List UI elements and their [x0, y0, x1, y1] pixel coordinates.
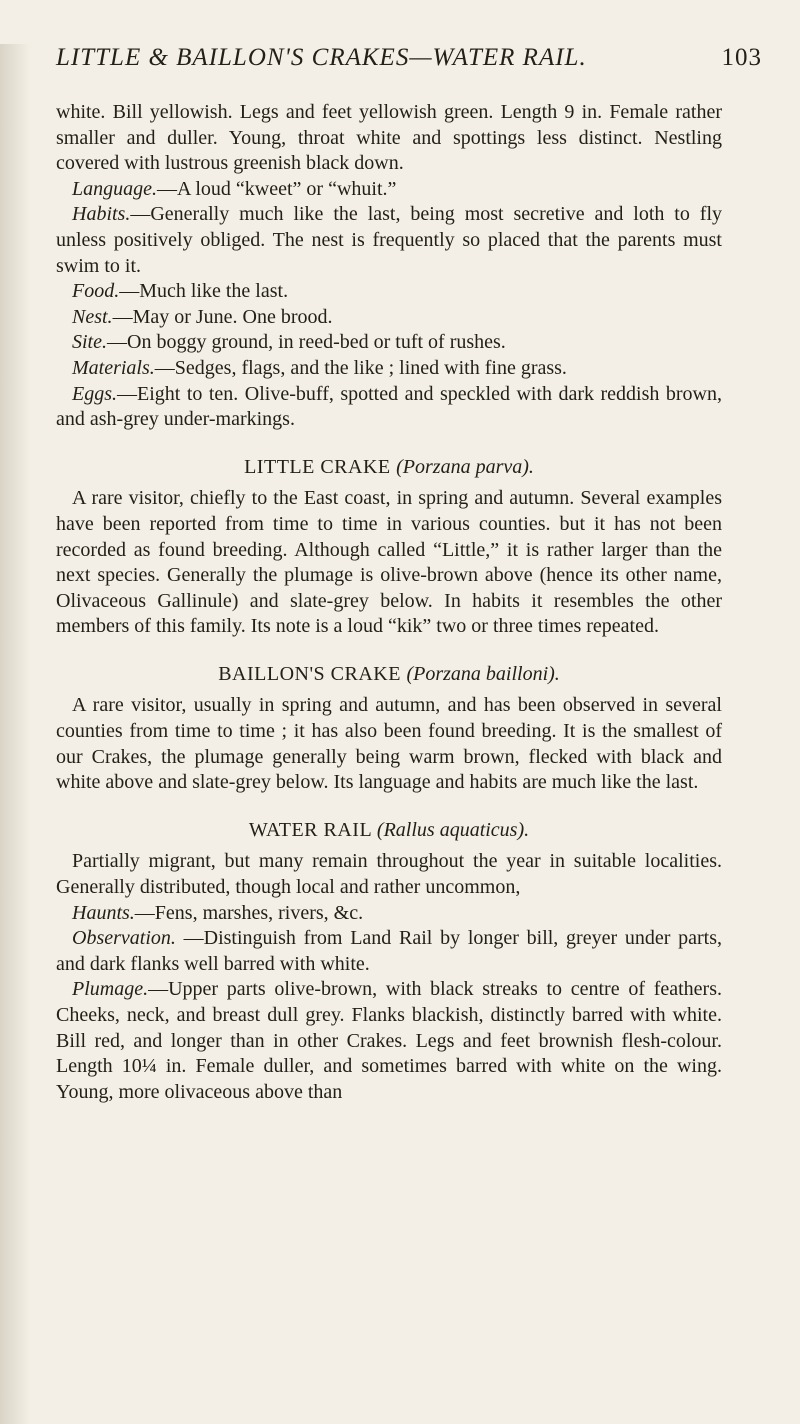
heading-latin-name: (Rallus aquaticus). [376, 818, 530, 841]
entry-text: —Much like the last. [119, 280, 289, 303]
entry-plumage [56, 977, 722, 1105]
entry-food [56, 279, 722, 305]
entry-label: Observation. [72, 927, 176, 950]
entry-observation [56, 926, 722, 977]
entry-label: Eggs. [72, 382, 117, 405]
heading-latin-name: (Porzana parva). [396, 455, 534, 478]
entry-text: —Eight to ten. Olive-buff, spotted and speckled with dark reddish brown, and ash-grey under-markings. [56, 382, 722, 431]
entry-text: —Upper parts olive-brown, with black streaks to centre of feathers. Cheeks, neck, and breast dull grey. Flanks blackish, distinctly barred with white. Bill red, and longer than in other Crakes. Legs and feet brownish flesh-colour. Length 10¼ in. Female duller, and sometimes barred with white on the wing. Young, more olivaceous above than [56, 978, 722, 1103]
book-page [0, 44, 800, 1424]
water-rail-paragraph: Partially migrant, but many remain throughout the year in suitable localities. Generally distributed, though local and rather uncommon, [56, 850, 722, 899]
entry-label: Habits. [72, 203, 131, 226]
running-head [56, 44, 762, 84]
running-title: LITTLE & BAILLON'S CRAKES—WATER RAIL. [56, 44, 587, 71]
entry-text: —Fens, marshes, rivers, &c. [134, 901, 364, 924]
entry-label: Site. [72, 331, 107, 354]
page-binding-shadow [0, 44, 30, 1424]
entry-label: Food. [72, 280, 120, 303]
entry-label: Plumage. [72, 978, 149, 1001]
little-crake-paragraph: A rare visitor, chiefly to the East coast, in spring and autumn. Several examples have been reported from time to time in various counties. but it has not been recorded as found breeding. Although called “Little,” it is rather larger than the next species. Generally the plumage is olive-brown above (hence its other name, Olivaceous Gallinule) and slate-grey below. In habits it resembles the other members of this family. Its note is a loud “kik” two or three times repeated. [56, 487, 722, 638]
entry-text: —Sedges, flags, and the like ; lined with fine grass. [154, 356, 567, 379]
entry-text: —Generally much like the last, being most secretive and loth to fly unless positively obliged. The nest is frequently so placed that the parents must swim to it. [56, 203, 722, 277]
heading-name: WATER RAIL [248, 818, 372, 841]
heading-name: LITTLE CRAKE [244, 455, 391, 478]
entry-text: —A loud “kweet” or “whuit.” [157, 177, 397, 200]
baillons-crake-paragraph: A rare visitor, usually in spring and autumn, and has been observed in several counties from time to time ; it has also been found breeding. It is the smallest of our Crakes, the plumage generally being warm brown, flecked with black and white above and slate-grey below. Its language and habits are much like the last. [56, 694, 722, 794]
entry-label: Haunts. [72, 901, 135, 924]
entry-habits [56, 202, 722, 279]
entry-language [56, 177, 722, 203]
entry-text: —On boggy ground, in reed-bed or tuft of rushes. [107, 331, 506, 354]
section-heading-water-rail [56, 818, 722, 844]
entry-nest [56, 305, 722, 331]
entry-label: Nest. [72, 305, 113, 328]
entry-label: Materials. [72, 356, 155, 379]
heading-name: BAILLON'S CRAKE [218, 662, 401, 685]
entry-site [56, 330, 722, 356]
page-number: 103 [721, 44, 762, 71]
heading-latin-name: (Porzana bailloni). [406, 662, 560, 685]
entry-text: —Distinguish from Land Rail by longer bill, greyer under parts, and dark flanks well barred with white. [56, 927, 722, 975]
page-body [56, 100, 722, 1105]
entry-haunts [56, 901, 722, 927]
entry-eggs [56, 382, 722, 433]
entry-materials [56, 356, 722, 382]
entry-text: —May or June. One brood. [112, 305, 333, 328]
entry-label: Language. [72, 177, 157, 200]
section-heading-little-crake [56, 455, 722, 481]
section-heading-baillons-crake [56, 662, 722, 688]
continued-paragraph: white. Bill yellowish. Legs and feet yellowish green. Length 9 in. Female rather smaller and duller. Young, throat white and spottings less distinct. Nestling covered with lustrous greenish black down. [56, 101, 722, 175]
